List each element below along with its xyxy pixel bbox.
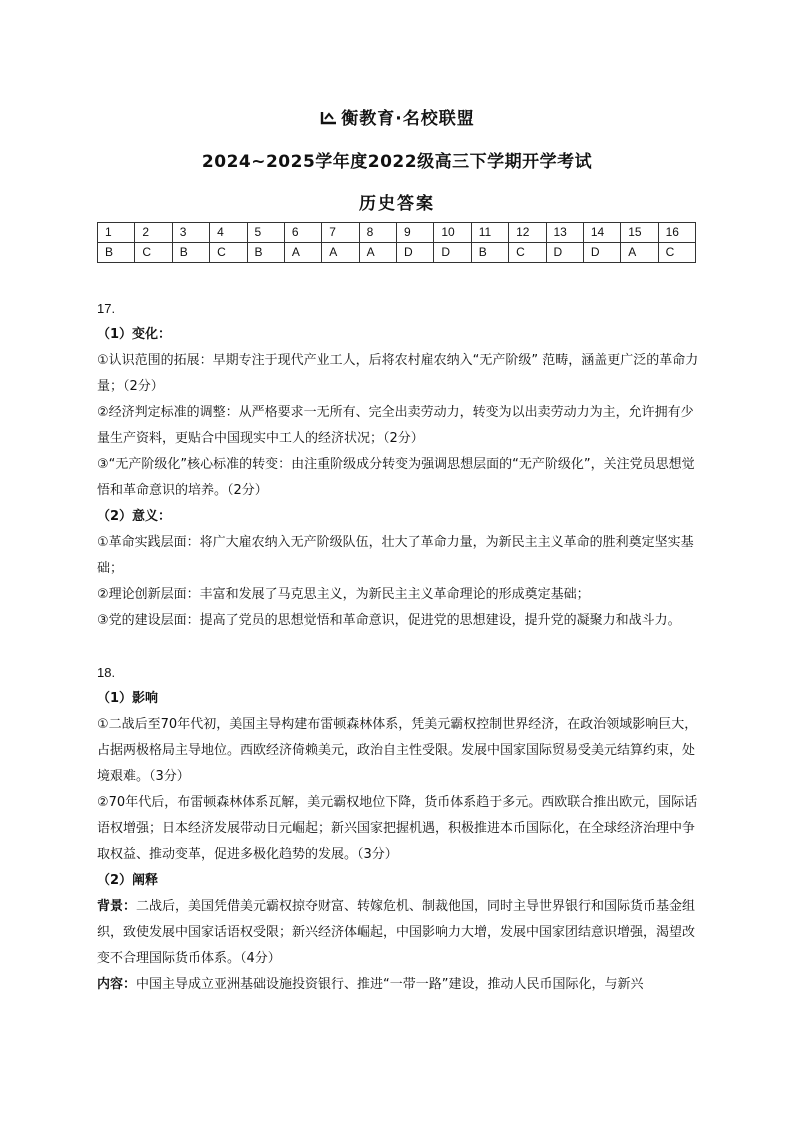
question-number: 16 [658,223,695,243]
q17-part2-item3: ③党的建设层面：提高了党员的思想觉悟和革命意识，促进党的思想建设，提升党的凝聚力和战斗力。 [97,613,681,628]
question-number: 12 [509,223,546,243]
answer-key: B [172,243,209,263]
q17-part2-item2: ②理论创新层面：丰富和发展了马克思主义，为新民主主义革命理论的形成奠定基础； [97,587,590,602]
answer-table [97,222,696,263]
q18-part1-item1: ①二战后至70年代初，美国主导构建布雷顿森林体系，凭美元霸权控制世界经济，在政治领域影响巨大，占据两极格局主导地位。西欧经济倚赖美元，政治自主性受限。发展中国家国际贸易受美元结算约束，处境艰难。（3分） [97,717,698,784]
q18-part1-title: （1）影响 [97,691,159,706]
subject-title: 历史答案 [359,194,435,214]
section-gap [97,634,702,660]
answer-key: D [583,243,620,263]
answer-key: D [397,243,434,263]
answer-key: D [546,243,583,263]
q18-part1-item2: ②70年代后，布雷顿森林体系瓦解，美元霸权地位下降，货币体系趋于多元。西欧联合推出欧元，国际话语权增强；日本经济发展带动日元崛起；新兴国家把握机遇，积极推进本币国际化，在全球经济治理中争取权益、推动变革，促进多极化趋势的发展。（3分） [97,795,698,862]
answer-key: C [210,243,247,263]
q17-part2-item1: ①革命实践层面：将广大雇农纳入无产阶级队伍，壮大了革命力量，为新民主主义革命的胜利奠定坚实基础； [97,535,694,576]
question-number: 6 [284,223,321,243]
answer-number-row [98,223,696,243]
answer-key: C [509,243,546,263]
question-number: 3 [172,223,209,243]
org-title [0,104,794,129]
question-number: 11 [471,223,508,243]
answer-body [97,296,702,998]
question-number: 1 [98,223,135,243]
answer-key: A [322,243,359,263]
background-text: 二战后，美国凭借美元霸权掠夺财富、转嫁危机、制裁他国，同时主导世界银行和国际货币基金组织，致使发展中国家话语权受限；新兴经济体崛起，中国影响力大增，发展中国家团结意识增强，渴望改变不合理国际货币体系。（4分） [97,899,696,966]
question-number: 2 [135,223,172,243]
question-18-number: 18. [97,665,116,680]
q17-part2-title: （2）意义： [97,509,172,524]
question-number: 7 [322,223,359,243]
org-name: 衡教育·名校联盟 [341,109,475,129]
question-number: 15 [621,223,658,243]
question-number: 5 [247,223,284,243]
question-number: 13 [546,223,583,243]
answer-key: B [98,243,135,263]
q17-part1-item2: ②经济判定标准的调整：从严格要求一无所有、完全出卖劳动力，转变为以出卖劳动力为主，允许拥有少量生产资料，更贴合中国现实中工人的经济状况；（2分） [97,405,694,446]
answer-key: B [471,243,508,263]
question-number: 9 [397,223,434,243]
q17-part1-title: （1）变化： [97,327,172,342]
background-label: 背景： [97,899,137,914]
q17-part1-item1: ①认识范围的拓展：早期专注于现代产业工人，后将农村雇农纳入“无产阶级” 范畴，涵盖更广泛的革命力量；（2分） [97,353,699,394]
q18-content [97,972,702,998]
q18-part2-title: （2）阐释 [97,873,159,888]
question-number: 10 [434,223,471,243]
content-text: 中国主导成立亚洲基础设施投资银行、推进“一带一路”建设，推动人民币国际化，与新兴 [136,977,644,992]
question-number: 14 [583,223,620,243]
answer-key: B [247,243,284,263]
answer-key: A [621,243,658,263]
question-17-number: 17. [97,301,116,316]
logo-icon [319,110,339,126]
question-number: 4 [210,223,247,243]
q17-part1-item3: ③“无产阶级化”核心标准的转变：由注重阶级成分转变为强调思想层面的“无产阶级化”，关注党员思想觉悟和革命意识的培养。（2分） [97,457,695,498]
answer-key: C [658,243,695,263]
exam-title: 2024~2025学年度2022级高三下学期开学考试 [201,152,593,172]
answer-key: A [284,243,321,263]
question-number: 8 [359,223,396,243]
q18-background [97,894,702,972]
answer-key: D [434,243,471,263]
answer-key: C [135,243,172,263]
answer-key: A [359,243,396,263]
content-label: 内容： [97,977,137,992]
answer-key-row [98,243,696,263]
